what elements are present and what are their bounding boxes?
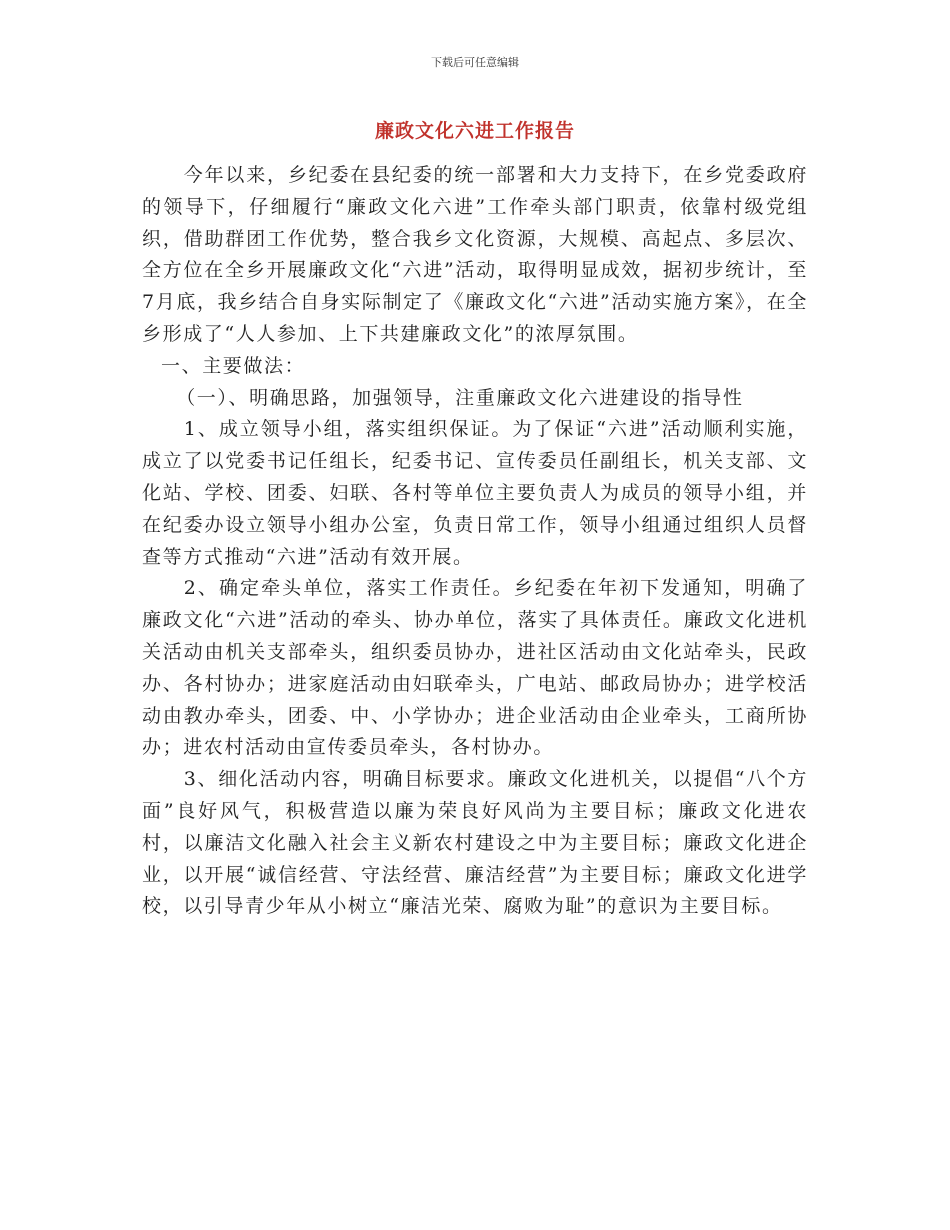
section-heading-main-practices: 一、主要做法： <box>161 354 306 377</box>
paragraph-item-1: 1、成立领导小组，落实组织保证。为了保证“六进”活动顺利实施，成立了以党委书记任组长，纪委书记、宣传委员任副组长，机关支部、文化站、学校、团委、妇联、各村等单位主要负责人为成员的领导小组，并在纪委办设立领导小组办公室，负责日常工作，领导小组通过组织人员督查等方式推动“六进”活动有效开展。 <box>142 418 808 568</box>
paragraph-item-2: 2、确定牵头单位，落实工作责任。乡纪委在年初下发通知，明确了廉政文化“六进”活动的牵头、协办单位，落实了具体责任。廉政文化进机关活动由机关支部牵头，组织委员协办，进社区活动由文化站牵头，民政办、各村协办；进家庭活动由妇联牵头，广电站、邮政局协办；进学校活动由教办牵头，团委、中、小学协办；进企业活动由企业牵头，工商所协办；进农村活动由宣传委员牵头，各村协办。 <box>142 577 808 759</box>
paragraph-intro: 今年以来，乡纪委在县纪委的统一部署和大力支持下，在乡党委政府的领导下，仔细履行“廉政文化六进”工作牵头部门职责，依靠村级党组织，借助群团工作优势，整合我乡文化资源，大规模、高起点、多层次、全方位在全乡开展廉政文化“六进”活动，取得明显成效，据初步统计，至7月底，我乡结合自身实际制定了《廉政文化“六进”活动实施方案》，在全乡形成了“人人参加、上下共建廉政文化”的浓厚氛围。 <box>142 164 808 345</box>
header-note: 下载后可任意编辑 <box>431 56 519 69</box>
subsection-heading-1: （一）、明确思路，加强领导，注重廉政文化六进建设的指导性 <box>176 386 744 409</box>
document-title: 廉政文化六进工作报告 <box>374 120 575 142</box>
paragraph-item-3: 3、细化活动内容，明确目标要求。廉政文化进机关，以提倡“八个方面”良好风气，积极营造以廉为荣良好风尚为主要目标；廉政文化进农村，以廉洁文化融入社会主义新农村建设之中为主要目标；廉政文化进企业，以开展“诚信经营、守法经营、廉洁经营”为主要目标；廉政文化进学校，以引导青少年从小树立“廉洁光荣、腐败为耻”的意识为主要目标。 <box>142 768 808 918</box>
document-body <box>142 160 808 923</box>
